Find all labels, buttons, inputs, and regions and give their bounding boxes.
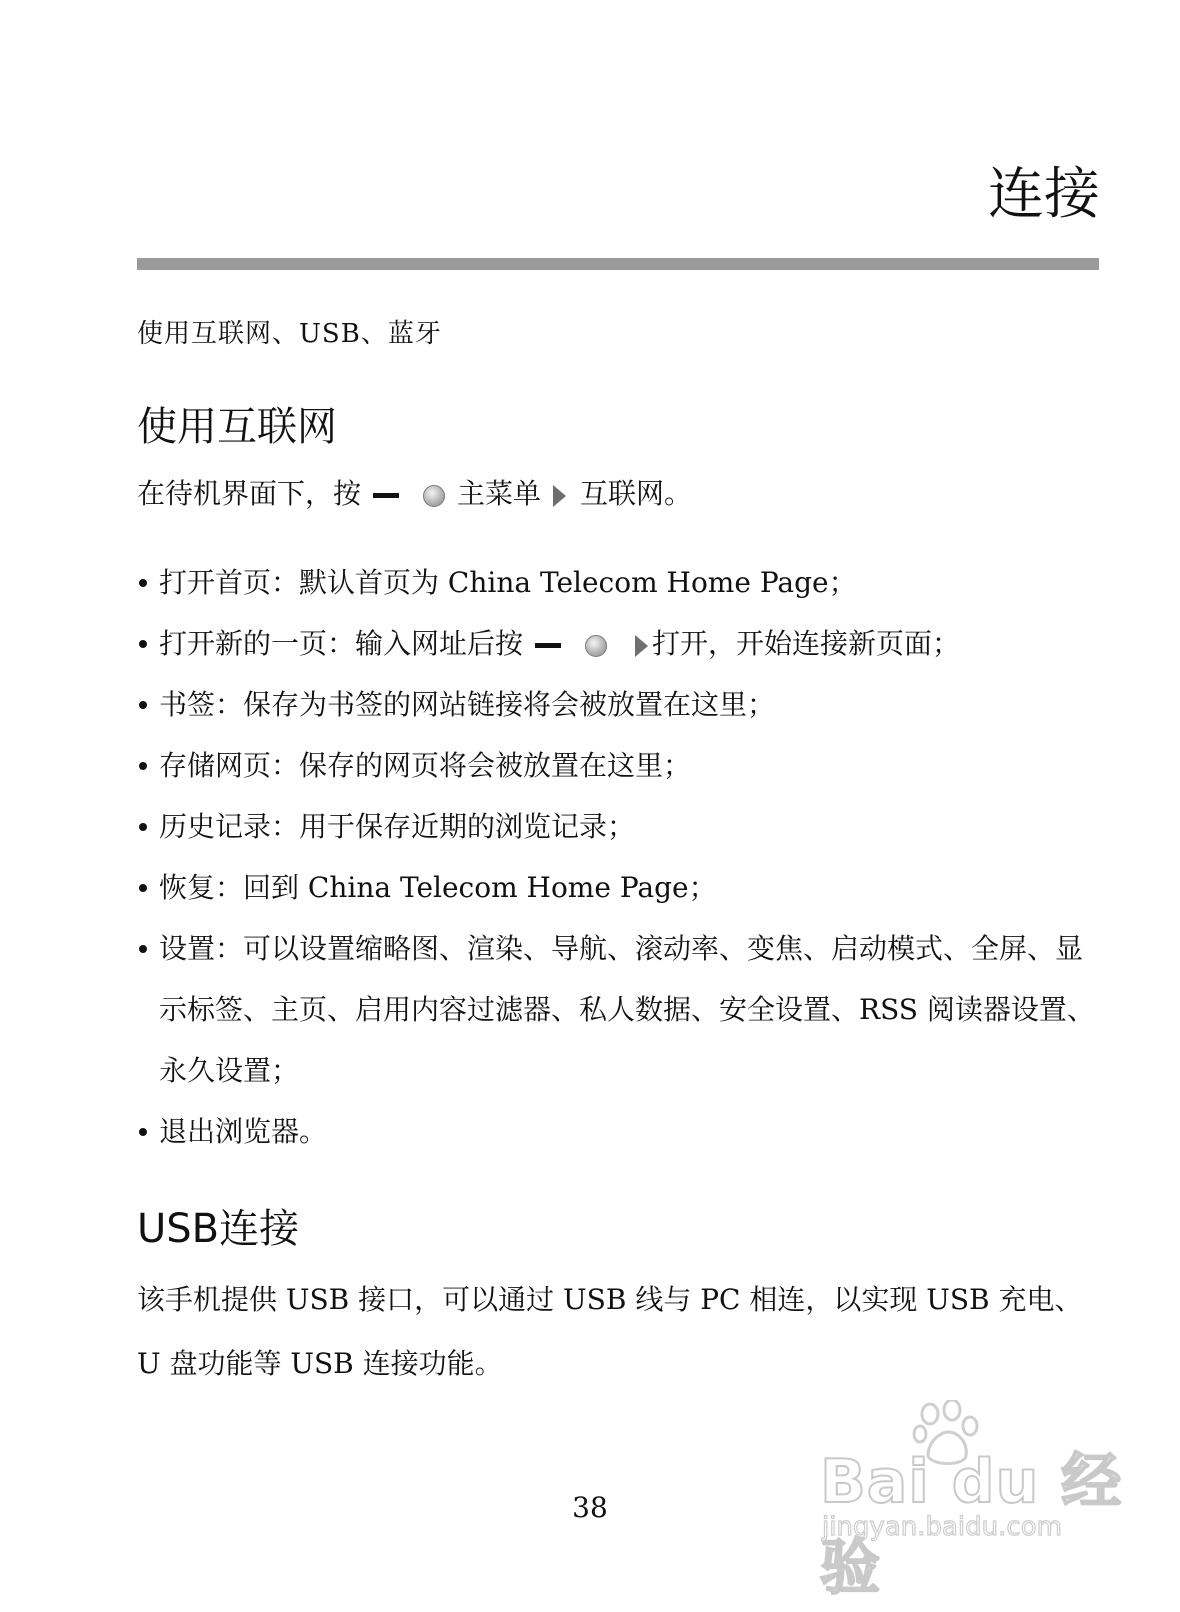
list-item: 存储网页：保存的网页将会被放置在这里； [137, 735, 1107, 796]
right-triangle-icon [553, 485, 566, 507]
right-triangle-icon [635, 635, 648, 657]
list-item: 退出浏览器。 [137, 1101, 1107, 1162]
section-heading-internet: 使用互联网 [137, 404, 337, 450]
list-item: 书签：保存为书签的网站链接将会被放置在这里； [137, 674, 1107, 735]
watermark-brand: Bai du 经验 [820, 1447, 1123, 1603]
list-item: 恢复：回到 China Telecom Home Page； [137, 857, 1107, 918]
internet-options-list [137, 552, 1107, 1162]
intro-text-before: 在待机界面下，按 [137, 477, 362, 510]
list-item: 历史记录：用于保存近期的浏览记录； [137, 796, 1107, 857]
usb-paragraph: 该手机提供 USB 接口，可以通过 USB 线与 PC 相连，以实现 USB 充电、U 盘功能等 USB 连接功能。 [137, 1283, 1083, 1380]
watermark-url: jingyan.baidu.com [822, 1512, 1062, 1542]
dash-key-icon [535, 643, 561, 648]
round-key-icon [585, 635, 607, 657]
list-item: 设置：可以设置缩略图、渲染、导航、滚动率、变焦、启动模式、全屏、显示标签、主页、启用内容过滤器、私人数据、安全设置、RSS 阅读器设置、永久设置； [137, 918, 1107, 1101]
page-number: 38 [572, 1491, 608, 1524]
list-item: 打开首页：默认首页为 China Telecom Home Page； [137, 552, 1107, 613]
dash-key-icon [373, 493, 399, 498]
internet-intro [137, 462, 1099, 526]
section-heading-usb: USB连接 [137, 1206, 300, 1252]
list-item: 打开新的一页：输入网址后按 打开，开始连接新页面； [137, 613, 1107, 674]
main-menu-label: 主菜单 [457, 477, 542, 510]
chapter-subtitle: 使用互联网、USB、蓝牙 [137, 319, 442, 349]
round-key-icon [423, 485, 445, 507]
intro-text-after: 互联网。 [580, 477, 693, 510]
chapter-title: 连接 [988, 162, 1100, 227]
baidu-watermark [820, 1400, 1150, 1603]
chapter-rule [137, 258, 1099, 270]
